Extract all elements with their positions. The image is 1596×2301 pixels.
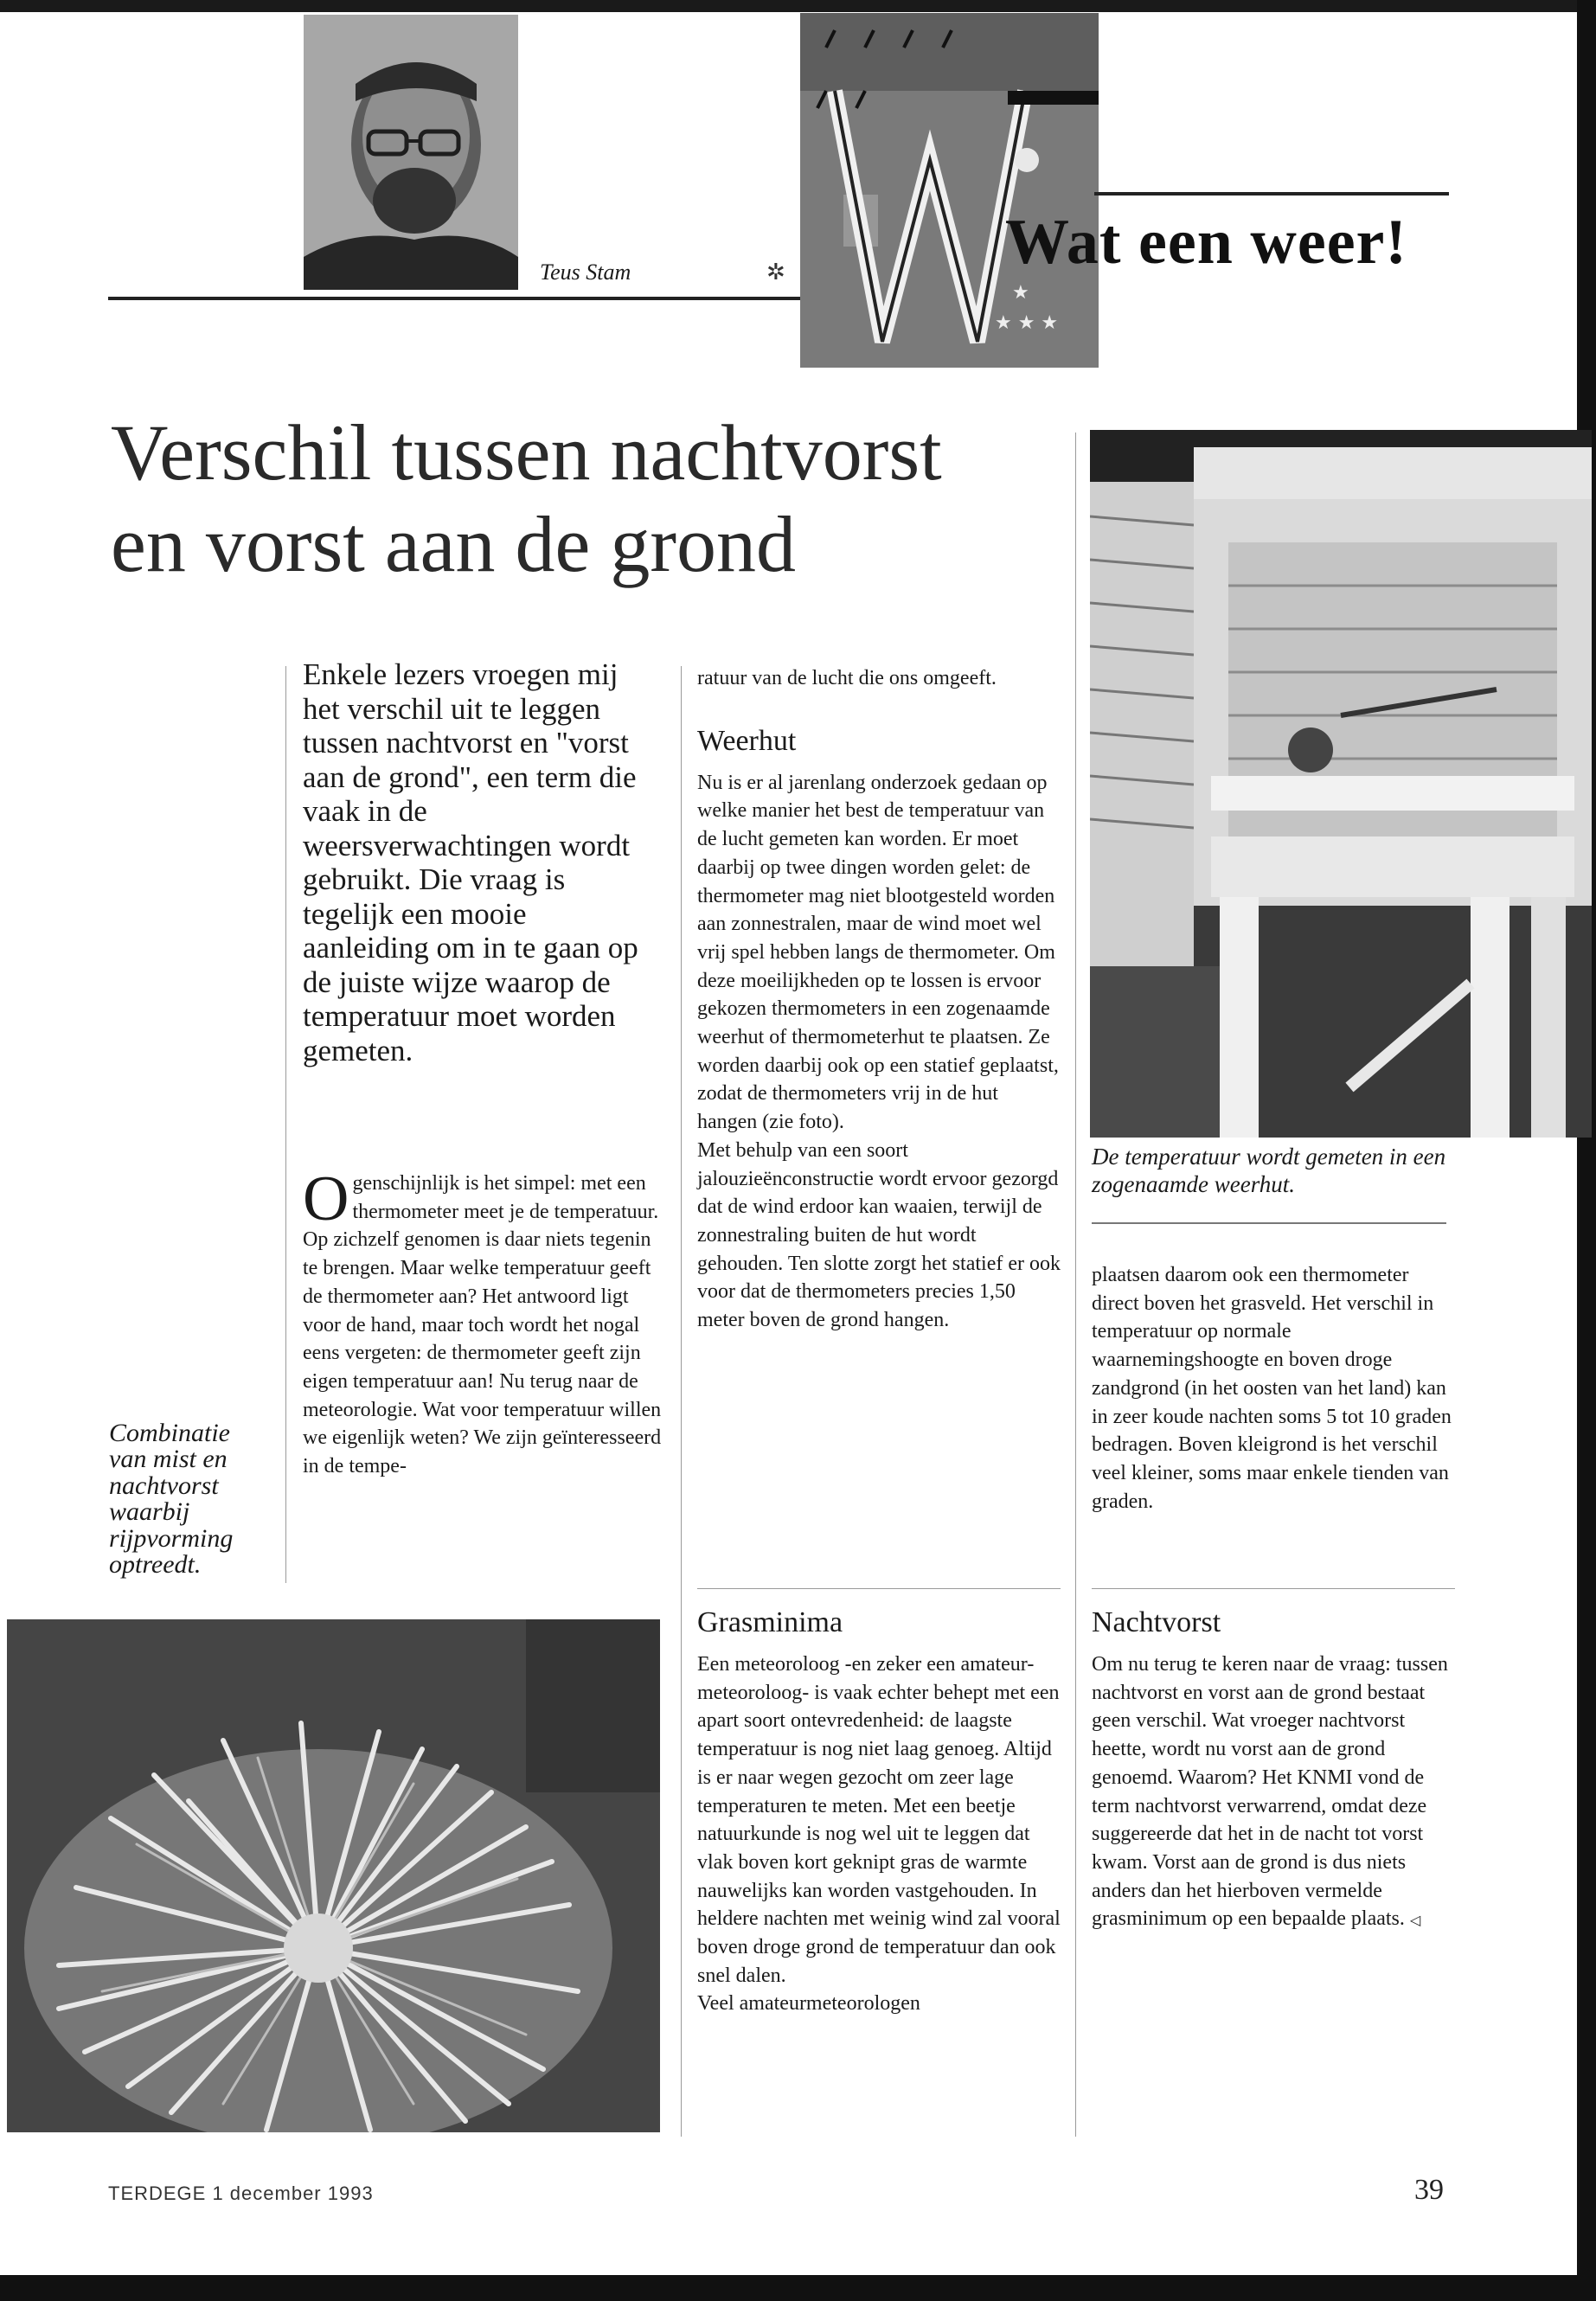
weerhut-heading: Weerhut <box>697 724 797 757</box>
author-name: Teus Stam <box>540 260 631 285</box>
frost-photo <box>7 1619 660 2132</box>
nachtvorst-heading: Nachtvorst <box>1092 1606 1221 1638</box>
nachtvorst-paragraph <box>1092 1650 1455 1936</box>
grasminima-heading: Grasminima <box>697 1606 843 1638</box>
article-intro: Enkele lezers vroegen mij het verschil uit te leggen tussen nachtvorst en "vorst aan de grond", een term die vaak in de weersverwachtingen wordt gebruikt. Die vraag is tegelijk een mooie aanleiding om in te gaan op de juiste wijze waarop de temperatuur moet worden gemeten. <box>303 657 638 1067</box>
column-rule-3 <box>1075 433 1076 2137</box>
page-number: 39 <box>1414 2174 1444 2206</box>
article-title <box>111 407 1045 590</box>
drop-cap: O <box>303 1163 349 1234</box>
scan-edge-top <box>0 0 1596 12</box>
footer-publication: TERDEGE 1 december 1993 <box>108 2182 374 2204</box>
side-caption: Combinatie van mist en nachtvorst waarbij rijpvorming optreedt. <box>109 1419 234 1580</box>
svg-text:★: ★ <box>1012 282 1029 304</box>
column-2-top-text: ratuur van de lucht die ons omgeeft. <box>697 667 997 689</box>
scan-edge-bottom <box>0 2275 1596 2301</box>
author-portrait <box>304 15 518 290</box>
column-1-body <box>303 1163 662 1481</box>
article-title-line1: Verschil tussen nachtvorst <box>111 408 942 497</box>
column-1-text: genschijnlijk is het simpel: met een thermometer meet je de temperatuur. Op zichzelf genomen is daar niets tegenin te brengen. Maar welke temperatuur geeft de thermometer aan? Het antwoord ligt voor de hand, maar toch wordt het nogal eens vergeten: de thermometer geeft zijn eigen temperatuur aan! Nu terug naar de meteorologie. Wat voor temperatuur willen we eigenlijk weten? We zijn geïnteresseerd in de tempe- <box>303 1172 662 1478</box>
caption-rule <box>1092 1222 1446 1224</box>
star-icon: ✲ <box>766 260 785 285</box>
column-rule-2 <box>681 666 682 2137</box>
weerhut-paragraph-2: Met behulp van een soort jalouzieënconstructie wordt ervoor gezorgd dat de wind erdoor kan waaien, terwijl de zonnestraling buiten de hut wordt gehouden. Ten slotte zorgt het statief er ook voor dat de thermometers precies 1,50 meter boven de grond hangen. <box>697 1138 1061 1332</box>
header-rule <box>108 297 800 300</box>
column-3-body <box>1092 1261 1455 1516</box>
logo-rule <box>1094 192 1449 195</box>
section-rule-col3 <box>1092 1588 1455 1589</box>
column-2-lower-body <box>697 1606 1061 2018</box>
weerhut-paragraph-1: Nu is er al jarenlang onderzoek gedaan op welke manier het best de temperatuur van de lucht gemeten kan worden. Er moet daarbij op twee dingen worden gelet: de thermometer mag niet blootgesteld worden aan zonnestralen, maar de wind moet wel vrij spel hebben langs de thermometer. Om deze moeilijkheden op te lossen is ervoor gekozen thermometers in een zogenaamde weerhut of thermometerhut te plaatsen. Ze worden daarbij ook op een statief geplaatst, zodat de thermometers vrij in de hut hangen (zie foto). <box>697 771 1059 1134</box>
end-mark-icon: ◁ <box>1409 1913 1421 1929</box>
svg-text:★ ★ ★: ★ ★ ★ <box>995 312 1059 334</box>
section-rule-col2 <box>697 1588 1061 1589</box>
column-3-top-text: plaatsen daarom ook een thermometer direct boven het grasveld. Het verschil in temperatuur op normale waarnemingshoogte en boven droge zandgrond (in het oosten van het land) kan in zeer koude nachten soms 5 tot 10 graden bedragen. Boven kleigrond is het verschil veel kleiner, soms maar enkele tienden van graden. <box>1092 1264 1452 1513</box>
column-logo-title: Wat een weer! <box>1005 207 1408 278</box>
column-rule-1 <box>285 666 286 1583</box>
photo-caption: De temperatuur wordt gemeten in een zogenaamde weerhut. <box>1092 1144 1446 1197</box>
column-2-body <box>697 664 1061 1335</box>
article-title-line2: en vorst aan de grond <box>111 500 796 588</box>
column-logo <box>800 13 1099 368</box>
nachtvorst-text: Om nu terug te keren naar de vraag: tussen nachtvorst en vorst aan de grond bestaat geen verschil. Wat vroeger nachtvorst heette, wordt nu vorst aan de grond genoemd. Waarom? Het KNMI vond de term nachtvorst verwarrend, omdat deze suggereerde dat het in de nacht tot vorst kwam. Vorst aan de grond is dus niets anders dan het hierboven vermelde grasminimum op een bepaalde plaats. <box>1092 1653 1448 1931</box>
column-3-lower-body <box>1092 1606 1455 1936</box>
grasminima-paragraph-1: Een meteoroloog -en zeker een amateur-meteoroloog- is vaak echter behept met een apart soort ontevredenheid: de laagste temperatuur is nog niet laag genoeg. Altijd is er naar wegen gezocht om zeer lage temperaturen te meten. Met een beetje natuurkunde is nog wel uit te leggen dat vlak boven kort geknipt gras de warmte nauwelijks kan worden vastgehouden. In heldere nachten met weinig wind zal vooral boven droge grond de temperatuur dan ook snel dalen. <box>697 1653 1061 1987</box>
weather-hut-photo <box>1090 430 1592 1138</box>
grasminima-paragraph-2: Veel amateurmeteorologen <box>697 1992 920 2016</box>
scan-edge-right <box>1577 0 1596 2301</box>
